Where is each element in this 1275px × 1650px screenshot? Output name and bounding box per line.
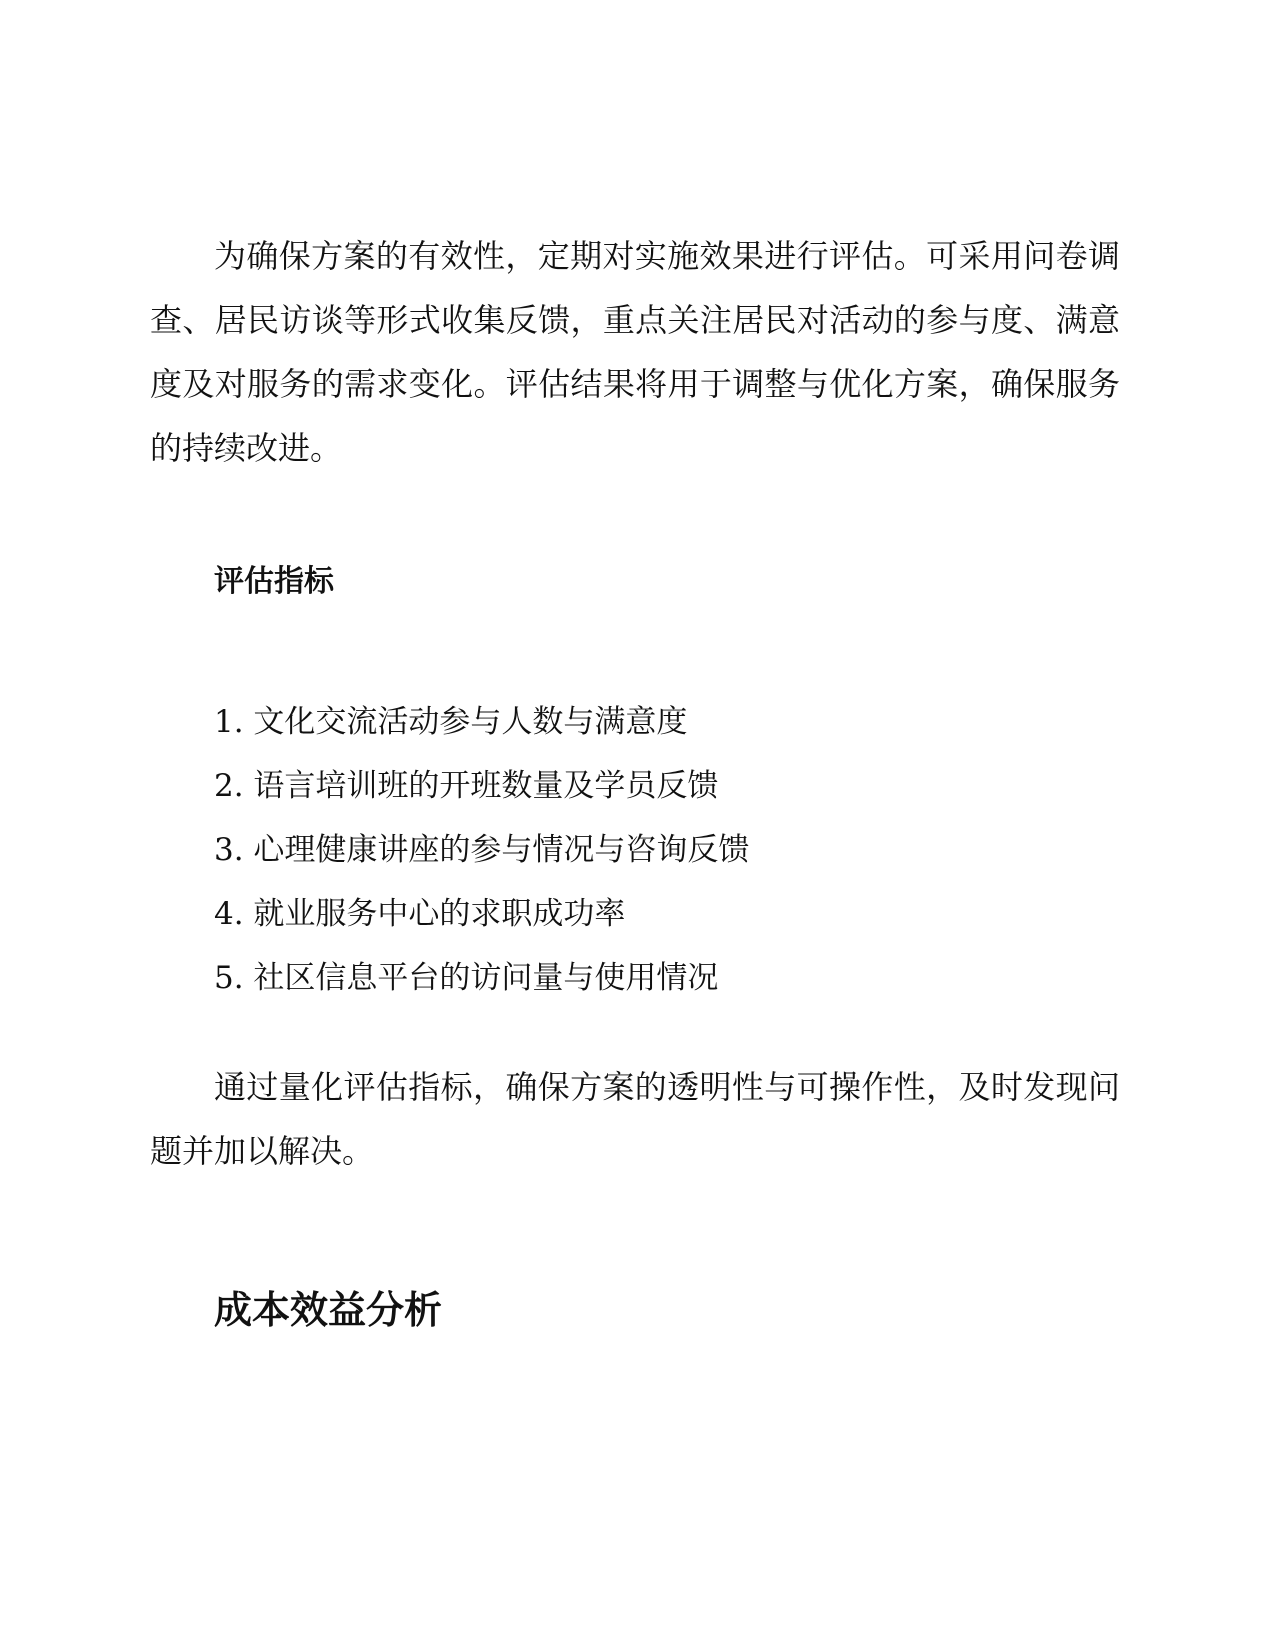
list-item: 2. 语言培训班的开班数量及学员反馈 [214,768,719,804]
list-item: 1. 文化交流活动参与人数与满意度 [214,704,688,740]
indicators-list [214,690,749,1010]
closing-paragraph: 通过量化评估指标，确保方案的透明性与可操作性，及时发现问题并加以解决。 [150,1068,1120,1170]
section-heading-cost-benefit: 成本效益分析 [214,1288,443,1332]
intro-paragraph: 为确保方案的有效性，定期对实施效果进行评估。可采用问卷调查、居民访谈等形式收集反馈，重点关注居民对活动的参与度、满意度及对服务的需求变化。评估结果将用于调整与优化方案，确保服务的持续改进。 [150,237,1120,467]
list-item: 4. 就业服务中心的求职成功率 [214,896,626,932]
indicators-heading: 评估指标 [214,564,334,599]
list-item: 5. 社区信息平台的访问量与使用情况 [214,960,719,996]
list-item: 3. 心理健康讲座的参与情况与咨询反馈 [214,832,750,868]
